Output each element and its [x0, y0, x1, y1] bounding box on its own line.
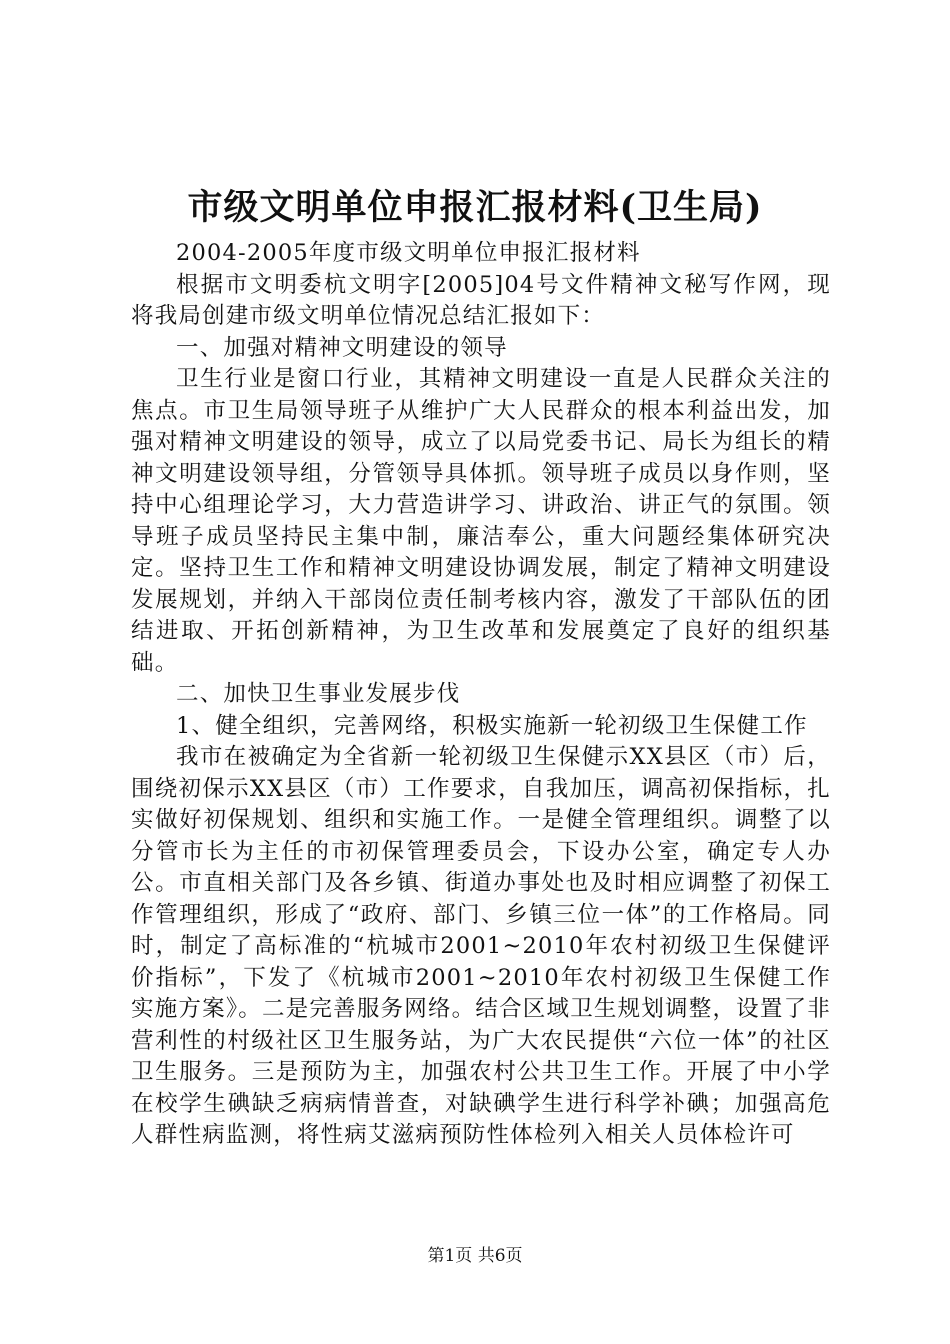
paragraph-intro: 根据市文明委杭文明字[2005]04号文件精神文秘写作网，现将我局创建市级文明单位情况总结汇报如下： [131, 271, 831, 329]
paragraph-subtitle: 2004-2005年度市级文明单位申报汇报材料 [176, 240, 641, 266]
subsection-heading-1: 1、健全组织，完善网络，积极实施新一轮初级卫生保健工作 [176, 712, 808, 739]
section-heading-1: 一、加强对精神文明建设的领导 [176, 334, 508, 361]
page-footer: 第1页 共6页 [427, 1246, 523, 1266]
paragraph-subsection-1: 我市在被确定为全省新一轮初级卫生保健示XX县区（市）后，围绕初保示XX县区（市）工作要求，自我加压，调高初保指标，扎实做好初保规划、组织和实施工作。一是健全管理组织。调整了以分管市长为主任的市初保管理委员会，下设办公室，确定专人办公。市直相关部门及各乡镇、街道办事处也及时相应调整了初保工作管理组织，形成了“政府、部门、乡镇三位一体”的工作格局。同时，制定了高标准的“杭城市2001~2010年农村初级卫生保健评价指标”，下发了《杭城市2001~2010年农村初级卫生保健工作实施方案》。二是完善服务网络。结合区域卫生规划调整，设置了非营利性的村级社区卫生服务站，为广大农民提供“六位一体”的社区卫生服务。三是预防为主，加强农村公共卫生工作。开展了中小学在校学生碘缺乏病病情普查，对缺碘学生进行科学补碘；加强高危人群性病监测，将性病艾滋病预防性体检列入相关人员体检许可 [131, 744, 831, 1148]
section-heading-2: 二、加快卫生事业发展步伐 [176, 681, 461, 707]
paragraph-section-1: 卫生行业是窗口行业，其精神文明建设一直是人民群众关注的焦点。市卫生局领导班子从维护广大人民群众的根本利益出发，加强对精神文明建设的领导，成立了以局党委书记、局长为组长的精神文明建设领导组，分管领导具体抓。领导班子成员以身作则，坚持中心组理论学习，大力营造讲学习、讲政治、讲正气的氛围。领导班子成员坚持民主集中制，廉洁奉公，重大问题经集体研究决定。坚持卫生工作和精神文明建设协调发展，制定了精神文明建设发展规划，并纳入干部岗位责任制考核内容，激发了干部队伍的团结进取、开拓创新精神，为卫生改革和发展奠定了良好的组织基础。 [131, 366, 831, 676]
document-title: 市级文明单位申报汇报材料(卫生局) [187, 187, 763, 228]
document-body [131, 238, 831, 1152]
